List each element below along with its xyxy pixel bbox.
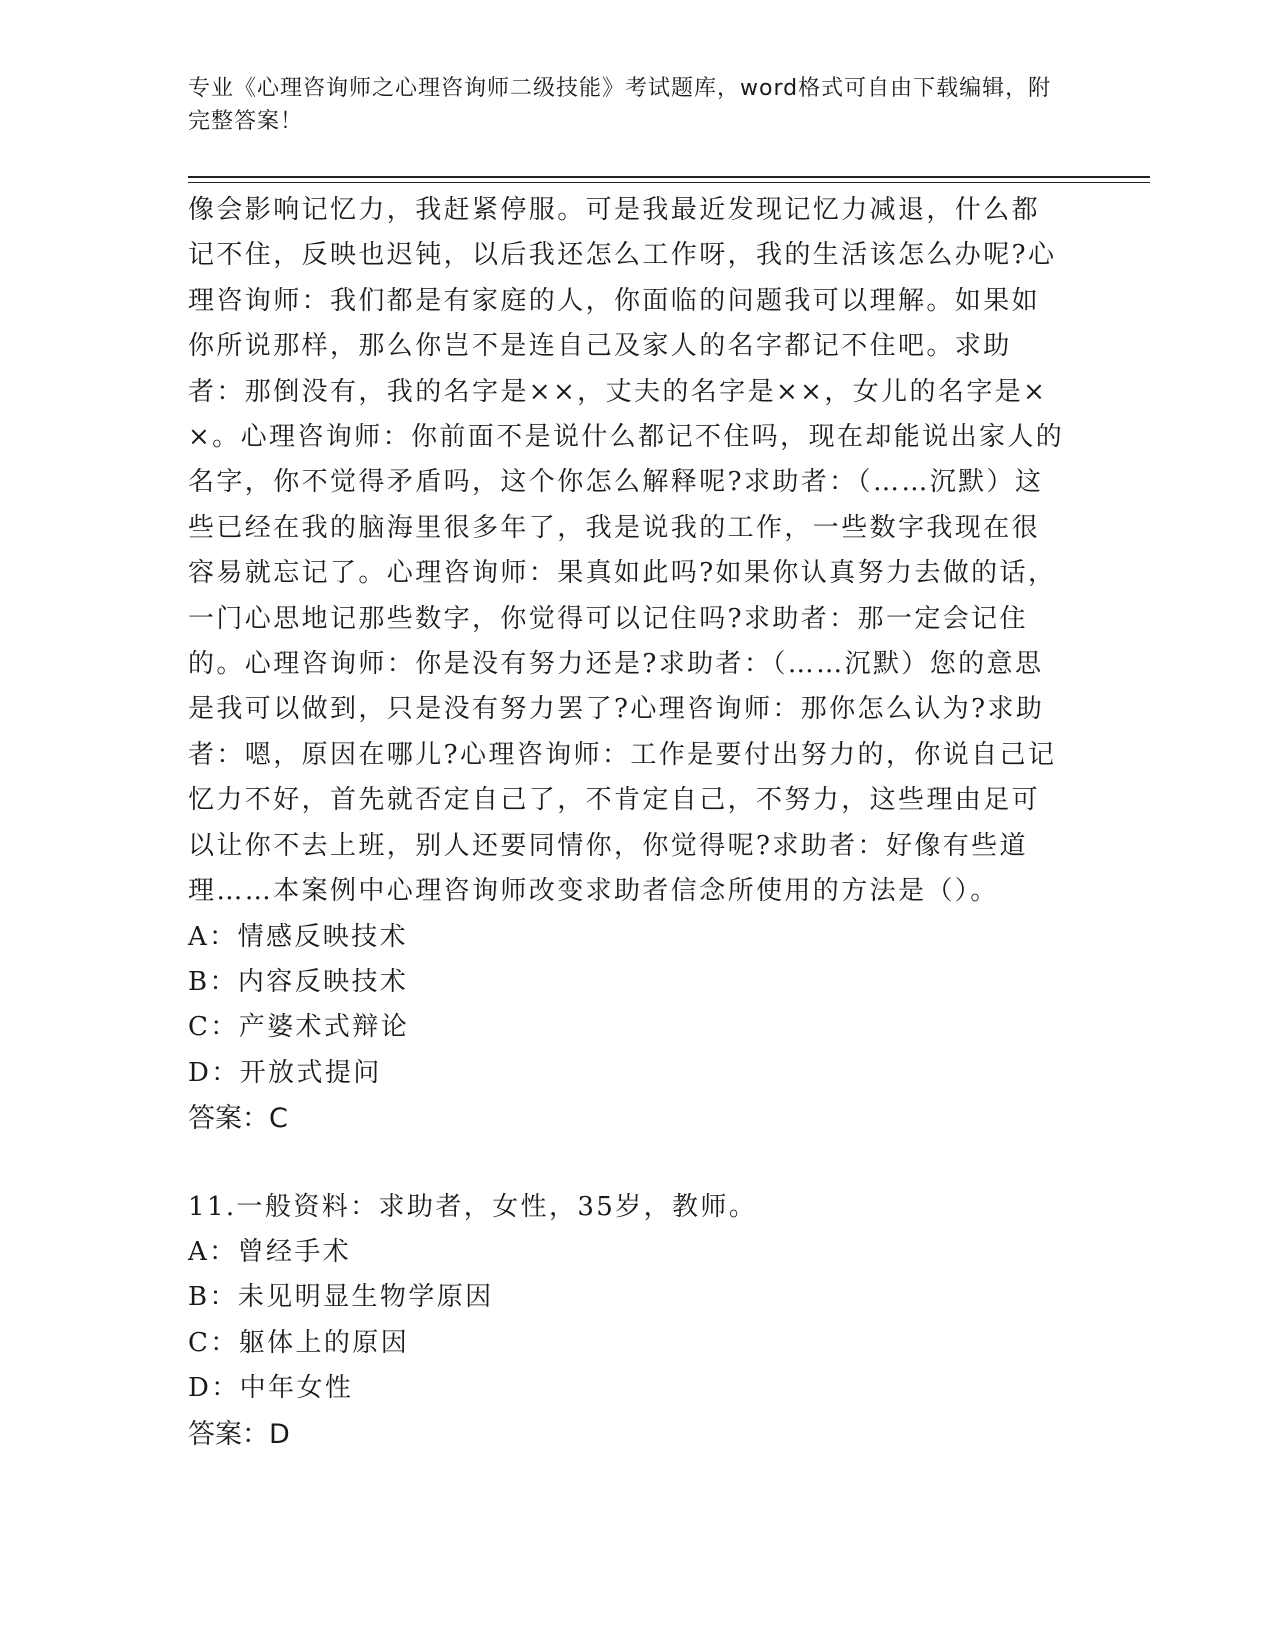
option-a: A：曾经手术 — [188, 1236, 352, 1267]
question-11 — [188, 1185, 1068, 1457]
question-10 — [188, 188, 1068, 1142]
question-stem: 11.一般资料：求助者，女性，35岁，教师。 — [188, 1191, 758, 1222]
option-a: A：情感反映技术 — [188, 921, 408, 952]
answer-line: 答案：D — [188, 1418, 290, 1450]
option-b: B：内容反映技术 — [188, 966, 409, 997]
exam-content — [188, 188, 1068, 1457]
option-d: D：开放式提问 — [188, 1057, 382, 1088]
header-divider-thin — [188, 182, 1150, 183]
question-passage: 像会影响记忆力，我赶紧停服。可是我最近发现记忆力减退，什么都记不住，反映也迟钝，以后我还怎么工作呀，我的生活该怎么办呢?心理咨询师：我们都是有家庭的人，你面临的问题我可以理解。如果如你所说那样，那么你岂不是连自己及家人的名字都记不住吧。求助者：那倒没有，我的名字是××，丈夫的名字是××，女儿的名字是××。心理咨询师：你前面不是说什么都记不住吗，现在却能说出家人的名字，你不觉得矛盾吗，这个你怎么解释呢?求助者：（……沉默）这些已经在我的脑海里很多年了，我是说我的工作，一些数字我现在很容易就忘记了。心理咨询师：果真如此吗?如果你认真努力去做的话，一门心思地记那些数字，你觉得可以记住吗?求助者：那一定会记住的。心理咨询师：你是没有努力还是?求助者：（……沉默）您的意思是我可以做到，只是没有努力罢了?心理咨询师：那你怎么认为?求助者：嗯，原因在哪儿?心理咨询师：工作是要付出努力的，你说自己记忆力不好，首先就否定自己了，不肯定自己，不努力，这些理由足可以让你不去上班，别人还要同情你，你觉得呢?求助者：好像有些道理……本案例中心理咨询师改变求助者信念所使用的方法是（）。 — [188, 195, 1065, 907]
option-b: B：未见明显生物学原因 — [188, 1282, 494, 1313]
header-divider-thick — [188, 176, 1150, 178]
question-spacer — [188, 1142, 1068, 1185]
answer-line: 答案：C — [188, 1103, 288, 1135]
option-c: C：产婆术式辩论 — [188, 1012, 410, 1043]
option-d: D：中年女性 — [188, 1373, 354, 1404]
option-c: C：躯体上的原因 — [188, 1327, 410, 1358]
page-header: 专业《心理咨询师之心理咨询师二级技能》考试题库，word格式可自由下载编辑，附完整答案！ — [188, 76, 1052, 134]
